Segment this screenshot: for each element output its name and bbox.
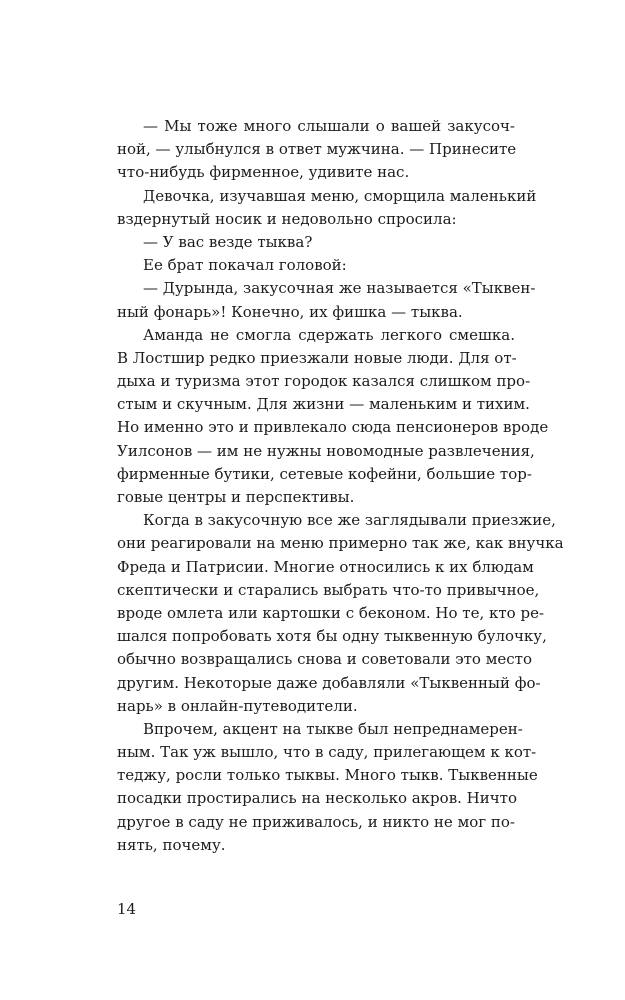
text-line: Уилсонов — им не нужны новомодные развлечения, [117,441,535,460]
text-line: ным. Так уж вышло, что в саду, прилегающем к кот- [117,743,537,762]
text-line: шался попробовать хотя бы одну тыквенную булочку, [117,627,547,646]
text-line: говые центры и перспективы. [117,488,355,506]
text-line: другим. Некоторые даже добавляли «Тыквенный фо- [117,673,541,692]
text-line: Фреда и Патрисии. Многие относились к их блюдам [117,557,534,576]
text-line: Но именно это и привлекало сюда пенсионеров вроде [117,418,549,437]
text-line: они реагировали на меню примерно так же, как внучка [117,534,564,553]
text-line: обычно возвращались снова и советовали это место [117,650,532,669]
text-line: посадки простирались на несколько акров. Ничто [117,789,517,808]
text-line: Когда в закусочную все же заглядывали приезжие, [143,511,556,530]
text-line: дыха и туризма этот городок казался слишком про- [117,372,531,391]
text-line: что-нибудь фирменное, удивите нас. [117,163,410,182]
body-text [117,115,564,857]
text-line: нарь» в онлайн-путеводители. [117,696,358,715]
text-line: — Мы тоже много слышали о вашей закусоч- [143,117,515,135]
text-line: скептически и старались выбрать что-то привычное, [117,580,540,599]
text-line: Девочка, изучавшая меню, сморщила маленький [143,186,537,205]
text-line: ный фонарь»! Конечно, их фишка — тыква. [117,302,463,321]
page-number: 14 [117,900,137,918]
text-line: стым и скучным. Для жизни — маленьким и тихим. [117,395,530,414]
text-line: В Лостшир редко приезжали новые люди. Для от- [117,348,517,367]
text-line: Впрочем, акцент на тыкве был непреднамерен- [143,719,523,738]
text-line: теджу, росли только тыквы. Много тыкв. Тыквенные [117,766,538,785]
text-line: другое в саду не приживалось, и никто не мог по- [117,812,515,831]
text-line: Ее брат покачал головой: [143,256,347,275]
text-line: ной, — улыбнулся в ответ мужчина. — Принесите [117,140,517,159]
text-line: Аманда не смогла сдержать легкого смешка. [143,325,515,344]
text-line: фирменные бутики, сетевые кофейни, большие тор- [117,464,532,483]
text-line: вроде омлета или картошки с беконом. Но те, кто ре- [117,603,545,622]
text-line: — Дурында, закусочная же называется «Тыквен- [143,279,536,298]
text-line: — У вас везде тыква? [143,232,313,251]
text-line: нять, почему. [117,835,226,854]
text-line: вздернутый носик и недовольно спросила: [117,209,457,228]
